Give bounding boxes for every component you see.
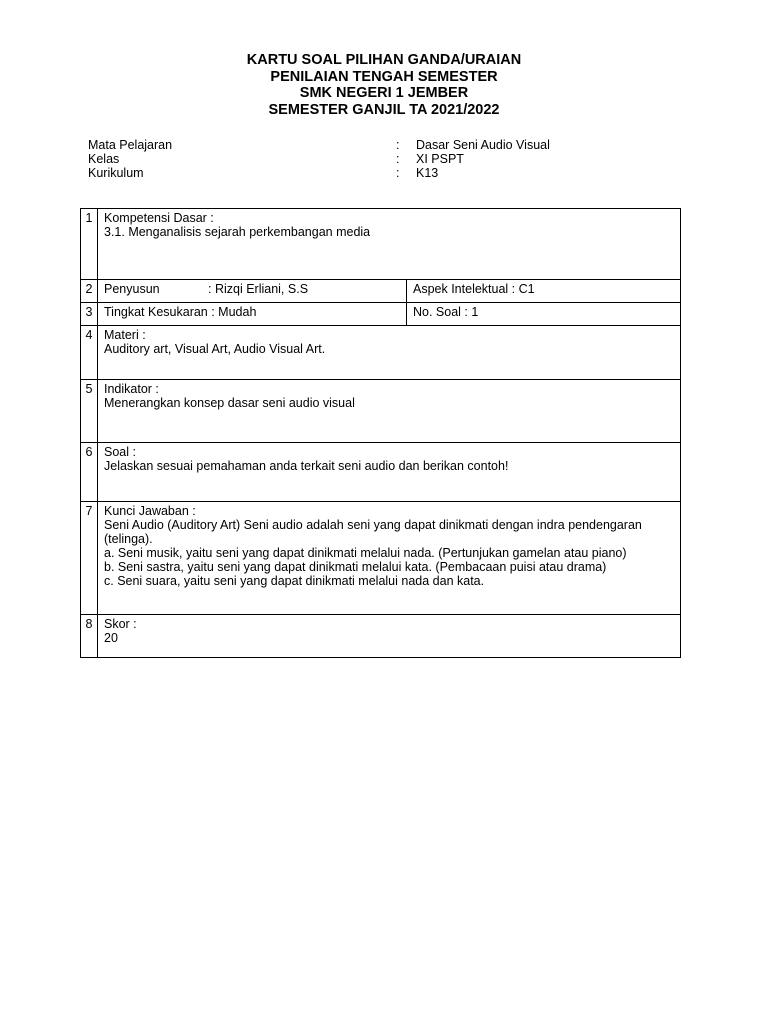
question-text: Jelaskan sesuai pemahaman anda terkait seni audio dan berikan contoh! — [104, 459, 509, 473]
meta-colon: : — [396, 138, 400, 152]
meta-label: Kurikulum — [88, 166, 144, 180]
row-number: 2 — [81, 280, 98, 303]
author-cell — [98, 280, 407, 303]
answer-key-label: Kunci Jawaban : — [104, 504, 196, 518]
document-title — [0, 52, 768, 118]
table-row — [81, 443, 681, 502]
material-value: Auditory art, Visual Art, Audio Visual Art. — [104, 342, 326, 356]
table-row — [81, 326, 681, 380]
row-number: 6 — [81, 443, 98, 502]
material-cell — [98, 326, 681, 380]
meta-label: Kelas — [88, 152, 120, 166]
meta-row-class — [88, 152, 550, 166]
material-label: Materi : — [104, 328, 146, 342]
meta-row-curriculum — [88, 166, 550, 180]
answer-key-line: c. Seni suara, yaitu seni yang dapat dinikmati melalui nada dan kata. — [104, 574, 485, 588]
meta-label: Mata Pelajaran — [88, 138, 173, 152]
row-number: 7 — [81, 502, 98, 615]
table-row — [81, 615, 681, 658]
question-number-cell: No. Soal : 1 — [407, 303, 681, 326]
competency-label: Kompetensi Dasar : — [104, 211, 214, 225]
table-row — [81, 502, 681, 615]
title-line-1: KARTU SOAL PILIHAN GANDA/URAIAN — [246, 52, 522, 68]
competency-value: 3.1. Menganalisis sejarah perkembangan media — [104, 225, 371, 239]
table-row — [81, 280, 681, 303]
indicator-value: Menerangkan konsep dasar seni audio visual — [104, 396, 355, 410]
meta-value: Dasar Seni Audio Visual — [416, 138, 550, 152]
row-number: 3 — [81, 303, 98, 326]
title-line-4: SEMESTER GANJIL TA 2021/2022 — [268, 101, 500, 118]
score-label: Skor : — [104, 617, 137, 631]
answer-key-line: Seni Audio (Auditory Art) Seni audio adalah seni yang dapat dinikmati dengan indra pendengaran (telinga). — [104, 518, 642, 546]
meta-value: XI PSPT — [416, 152, 464, 166]
title-line-2: PENILAIAN TENGAH SEMESTER — [270, 68, 498, 85]
meta-block — [88, 138, 550, 180]
author-label: Penyusun — [104, 282, 160, 296]
competency-cell — [98, 209, 681, 280]
row-number: 1 — [81, 209, 98, 280]
indicator-label: Indikator : — [104, 382, 159, 396]
question-label: Soal : — [104, 445, 136, 459]
row-number: 4 — [81, 326, 98, 380]
title-line-3: SMK NEGERI 1 JEMBER — [299, 85, 469, 101]
meta-colon: : — [396, 152, 400, 166]
table-row — [81, 209, 681, 280]
answer-key-line: b. Seni sastra, yaitu seni yang dapat dinikmati melalui kata. (Pembacaan puisi atau drama) — [104, 560, 607, 574]
score-cell — [98, 615, 681, 658]
table-row — [81, 380, 681, 443]
question-card-table — [80, 208, 681, 658]
indicator-cell — [98, 380, 681, 443]
row-number: 5 — [81, 380, 98, 443]
answer-key-cell — [98, 502, 681, 615]
meta-colon: : — [396, 166, 400, 180]
row-number: 8 — [81, 615, 98, 658]
question-cell — [98, 443, 681, 502]
intellectual-aspect-cell: Aspek Intelektual : C1 — [407, 280, 681, 303]
author-value: : Rizqi Erliani, S.S — [208, 282, 309, 296]
table-row — [81, 303, 681, 326]
score-value: 20 — [104, 631, 118, 645]
difficulty-cell: Tingkat Kesukaran : Mudah — [98, 303, 407, 326]
meta-row-subject — [88, 138, 550, 152]
answer-key-line: a. Seni musik, yaitu seni yang dapat dinikmati melalui nada. (Pertunjukan gamelan atau piano) — [104, 546, 627, 560]
meta-value: K13 — [416, 166, 439, 180]
